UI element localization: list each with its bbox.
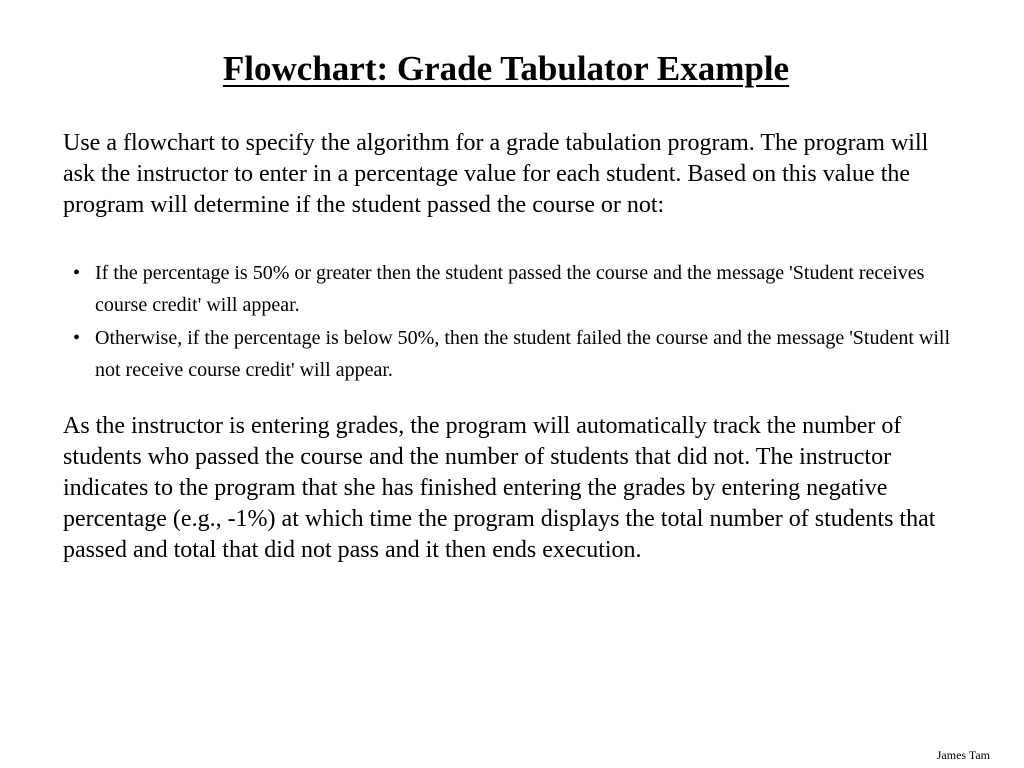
bullet-text-pass: If the percentage is 50% or greater then the student passed the course and the message 'Student receives course credit' will appear. [95,262,925,316]
slide-title: Flowchart: Grade Tabulator Example [222,49,790,88]
bullet-item-fail [73,322,953,386]
outro-paragraph: As the instructor is entering grades, the program will automatically track the number of students who passed the course and the number of students that did not. The instructor indicates to the program that she has finished entering the grades by entering negative percentage (e.g., -1%) at which time the program displays the total number of students that passed and total that did not pass and it then ends execution. [63,413,936,563]
footer-author: James Tam [936,748,990,762]
bullet-marker: • [73,262,81,284]
bullet-marker: • [73,327,81,349]
bullet-text-fail: Otherwise, if the percentage is below 50%, then the student failed the course and the message 'Student will not receive course credit' will appear. [95,327,951,381]
bullet-item-pass [73,257,953,321]
condition-bullet-list [73,257,953,387]
intro-paragraph: Use a flowchart to specify the algorithm for a grade tabulation program. The program will ask the instructor to enter in a percentage value for each student. Based on this value the program will determine if the student passed the course or not: [63,130,929,218]
